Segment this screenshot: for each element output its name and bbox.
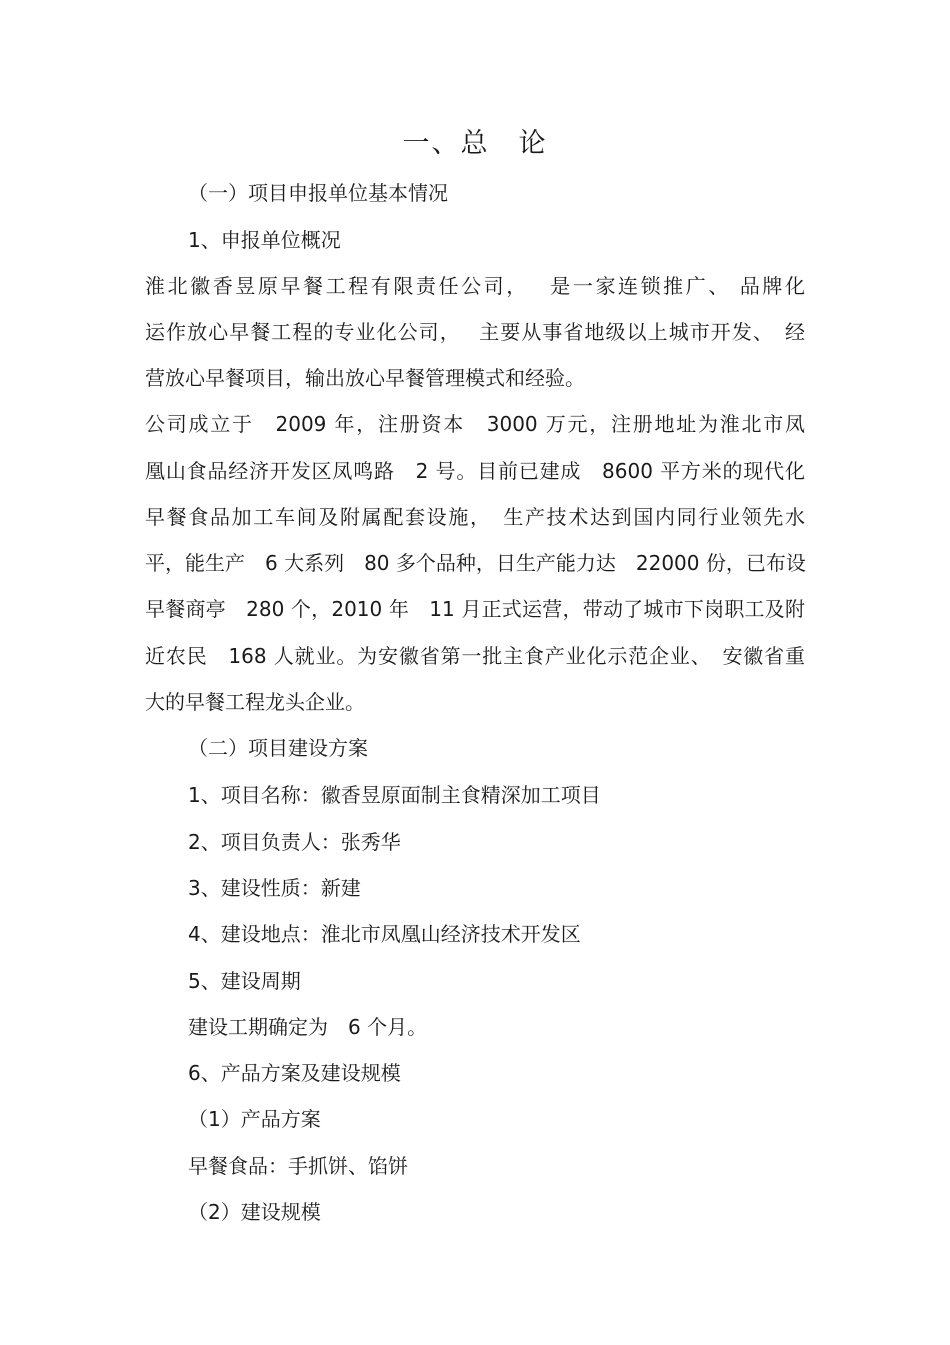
paragraph-line: 大的早餐工程龙头企业。	[145, 690, 365, 714]
paragraph-line: 近农民 168 人就业。为安徽省第一批主食产业化示范企业、 安徽省重	[145, 644, 805, 668]
paragraph-line: 运作放心早餐工程的专业化公司， 主要从事省地级以上城市开发、 经	[145, 320, 805, 344]
list-item: 6、产品方案及建设规模	[188, 1061, 401, 1085]
list-item: 3、建设性质：新建	[188, 876, 361, 900]
paragraph-line: 早餐食品：手抓饼、馅饼	[188, 1154, 408, 1178]
paragraph-line: 凰山食品经济开发区凤鸣路 2 号。目前已建成 8600 平方米的现代化	[145, 459, 805, 483]
subsection-heading: （一）项目申报单位基本情况	[188, 181, 448, 205]
paragraph-line: 公司成立于 2009 年，注册资本 3000 万元，注册地址为淮北市凤	[145, 412, 805, 436]
item-heading: 1、申报单位概况	[188, 228, 341, 252]
subsection-heading: （二）项目建设方案	[188, 736, 368, 760]
list-item: 2、项目负责人：张秀华	[188, 830, 401, 854]
paragraph-line: 早餐商亭 280 个，2010 年 11 月正式运营，带动了城市下岗职工及附	[145, 597, 805, 621]
list-item: 4、建设地点：淮北市凤凰山经济技术开发区	[188, 922, 581, 946]
list-item: 5、建设周期	[188, 969, 301, 993]
paragraph-line: 早餐食品加工车间及附属配套设施， 生产技术达到国内同行业领先水	[145, 505, 805, 529]
section-title: 一、总 论	[402, 128, 548, 159]
list-item: 1、项目名称：徽香昱原面制主食精深加工项目	[188, 783, 601, 807]
paragraph-line: 淮北徽香昱原早餐工程有限责任公司， 是一家连锁推广、 品牌化	[145, 274, 805, 298]
list-item: （2）建设规模	[188, 1200, 321, 1224]
list-item: （1）产品方案	[188, 1107, 321, 1131]
paragraph-line: 平，能生产 6 大系列 80 多个品种，日生产能力达 22000 份，已布设	[145, 551, 806, 575]
paragraph-line: 营放心早餐项目，输出放心早餐管理模式和经验。	[145, 366, 585, 390]
paragraph-line: 建设工期确定为 6 个月。	[188, 1015, 428, 1039]
